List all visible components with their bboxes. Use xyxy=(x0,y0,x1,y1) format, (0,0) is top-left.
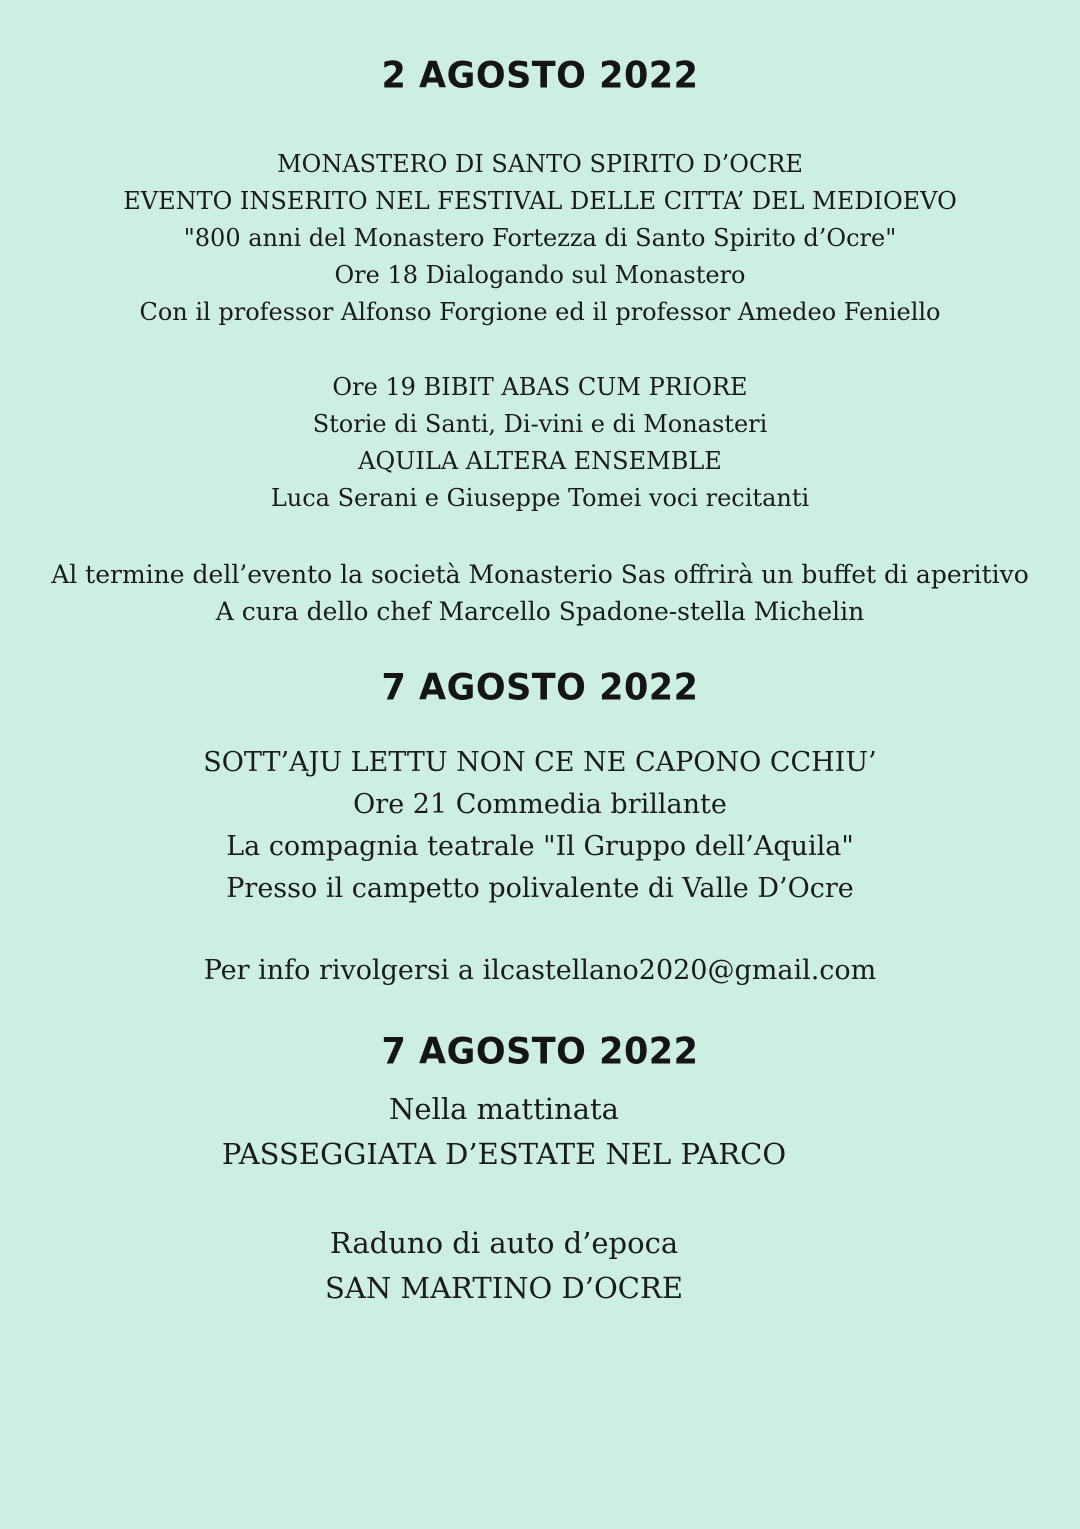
text-line: Luca Serani e Giuseppe Tomei voci recitanti xyxy=(270,484,810,512)
event-date-heading: 7 AGOSTO 2022 xyxy=(381,1031,699,1073)
text-line: La compagnia teatrale "Il Gruppo dell’Aquila" xyxy=(226,831,854,862)
text-line: A cura dello chef Marcello Spadone-stella Michelin xyxy=(215,597,865,626)
event-date-heading: 7 AGOSTO 2022 xyxy=(381,667,699,709)
text-line: Ore 18 Dialogando sul Monastero xyxy=(334,261,746,289)
text-line: SOTT’AJU LETTU NON CE NE CAPONO CCHIU’ xyxy=(203,747,877,778)
event-paragraph xyxy=(0,1221,1044,1311)
text-line: SAN MARTINO D’OCRE xyxy=(325,1271,683,1305)
event-paragraph xyxy=(0,146,1080,331)
text-line: Al termine dell’evento la società Monasterio Sas offrirà un buffet di aperitivo xyxy=(51,560,1029,589)
event-paragraph xyxy=(0,950,1080,992)
event-paragraph xyxy=(0,742,1080,910)
text-line: Presso il campetto polivalente di Valle D’Ocre xyxy=(226,873,854,904)
text-line: MONASTERO DI SANTO SPIRITO D’OCRE xyxy=(277,150,803,178)
event-paragraph xyxy=(0,1087,1044,1177)
text-line: Storie di Santi, Di-vini e di Monasteri xyxy=(312,410,768,438)
email-contact-line: Per info rivolgersi a ilcastellano2020@gmail.com xyxy=(203,955,877,986)
text-line: Con il professor Alfonso Forgione ed il professor Amedeo Feniello xyxy=(139,298,941,326)
text-line: Nella mattinata xyxy=(389,1092,619,1126)
text-line: Ore 21 Commedia brillante xyxy=(353,789,727,820)
event-date-heading: 2 AGOSTO 2022 xyxy=(381,55,699,97)
event-paragraph xyxy=(0,556,1080,630)
text-line: "800 anni del Monastero Fortezza di Santo Spirito d’Ocre" xyxy=(183,224,897,252)
text-line: EVENTO INSERITO NEL FESTIVAL DELLE CITTA’ DEL MEDIOEVO xyxy=(123,187,957,215)
text-line: AQUILA ALTERA ENSEMBLE xyxy=(358,447,722,475)
text-line: PASSEGGIATA D’ESTATE NEL PARCO xyxy=(221,1137,787,1171)
text-line: Ore 19 BIBIT ABAS CUM PRIORE xyxy=(332,373,748,401)
text-line: Raduno di auto d’epoca xyxy=(329,1226,679,1260)
event-paragraph xyxy=(0,369,1080,517)
